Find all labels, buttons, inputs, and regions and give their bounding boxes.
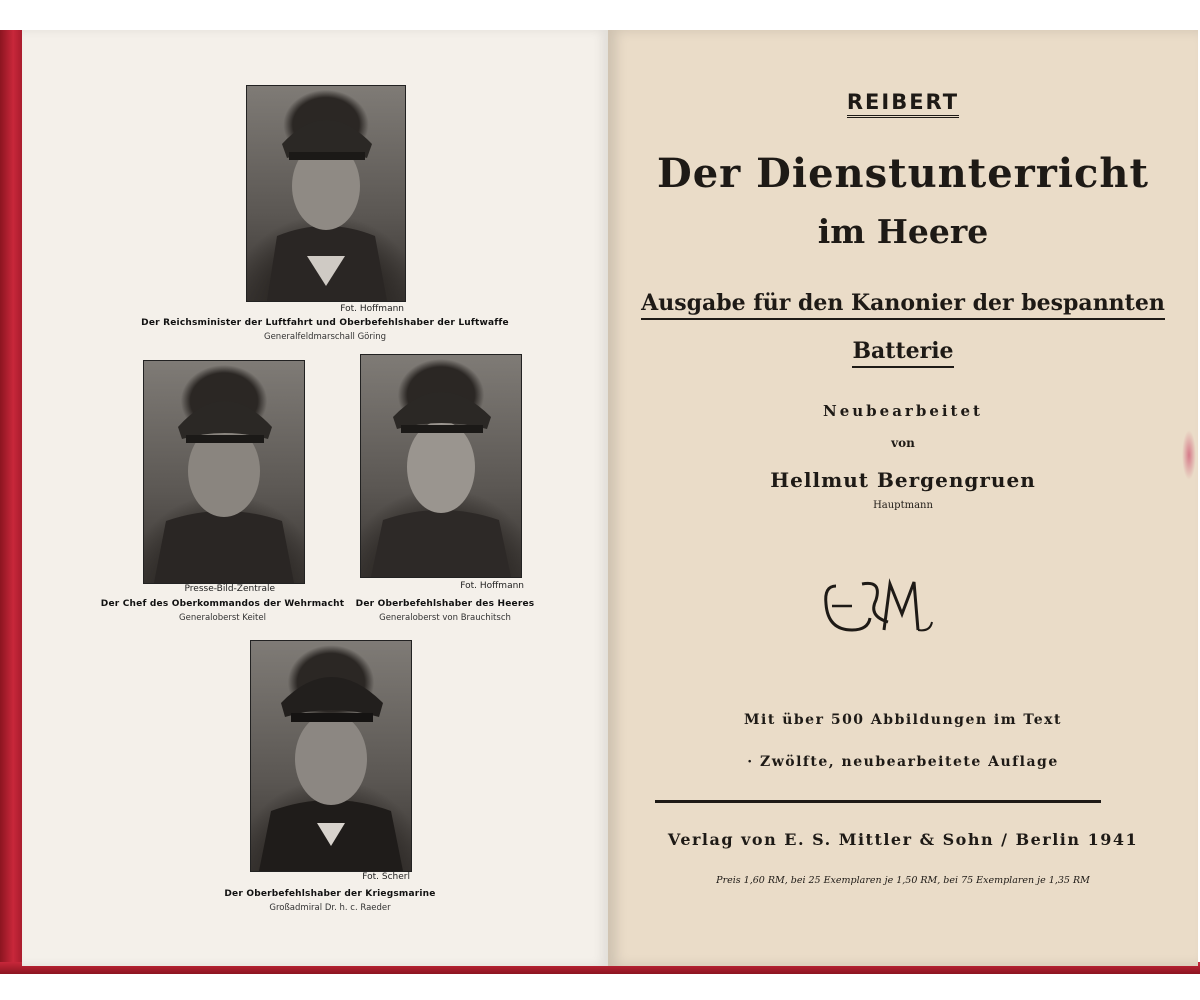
portrait-name: Generaloberst von Brauchitsch — [379, 613, 511, 623]
reviser-rank: Hauptmann — [873, 500, 933, 511]
book-spine — [0, 30, 22, 970]
portrait-title: Der Oberbefehlshaber der Kriegsmarine — [224, 889, 436, 899]
portrait-raeder — [250, 640, 412, 872]
edition-line-2 — [608, 338, 1198, 364]
portrait-brauchitsch — [360, 354, 522, 578]
portrait-title: Der Chef des Oberkommandos der Wehrmacht — [100, 599, 345, 609]
publisher-monogram — [818, 570, 938, 642]
portrait-title: Der Oberbefehlshaber des Heeres — [355, 599, 535, 609]
photo-credit: Fot. Hoffmann — [460, 581, 524, 591]
divider — [655, 800, 1101, 803]
author-name — [608, 90, 1198, 114]
printing-note: · Zwölfte, neubearbeitete Auflage — [747, 754, 1059, 770]
portrait-title: Der Reichsminister der Luftfahrt und Oberbefehlshaber der Luftwaffe — [141, 318, 509, 328]
portrait-name: Generaloberst Keitel — [179, 613, 266, 623]
portrait-name: Großadmiral Dr. h. c. Raeder — [269, 903, 391, 913]
photo-credit: Fot. Hoffmann — [340, 304, 404, 314]
illustrations-note: Mit über 500 Abbildungen im Text — [744, 712, 1062, 728]
portrait-name: Generalfeldmarschall Göring — [263, 332, 386, 342]
edition-line-text: Ausgabe für den Kanonier der bespannten — [641, 290, 1165, 320]
reviser-name: Hellmut Bergengruen — [770, 468, 1036, 492]
author-name-text: REIBERT — [847, 90, 959, 118]
photo-credit: Fot. Scherl — [362, 872, 410, 882]
by-label: von — [891, 436, 915, 450]
revised-label: Neubearbeitet — [823, 402, 983, 420]
portrait-goering — [246, 85, 406, 302]
photo-credit: Presse-Bild-Zentrale — [184, 584, 275, 594]
price-line: Preis 1,60 RM, bei 25 Exemplaren je 1,50 RM, bei 75 Exemplaren je 1,35 RM — [716, 875, 1090, 886]
book-title: Der Dienstunterricht — [657, 150, 1149, 197]
portrait-keitel — [143, 360, 305, 584]
publisher-line: Verlag von E. S. Mittler & Sohn / Berlin 1941 — [667, 830, 1139, 849]
edition-line — [608, 290, 1198, 316]
book-subtitle: im Heere — [817, 212, 989, 251]
edition-line-2-text: Batterie — [852, 338, 953, 368]
